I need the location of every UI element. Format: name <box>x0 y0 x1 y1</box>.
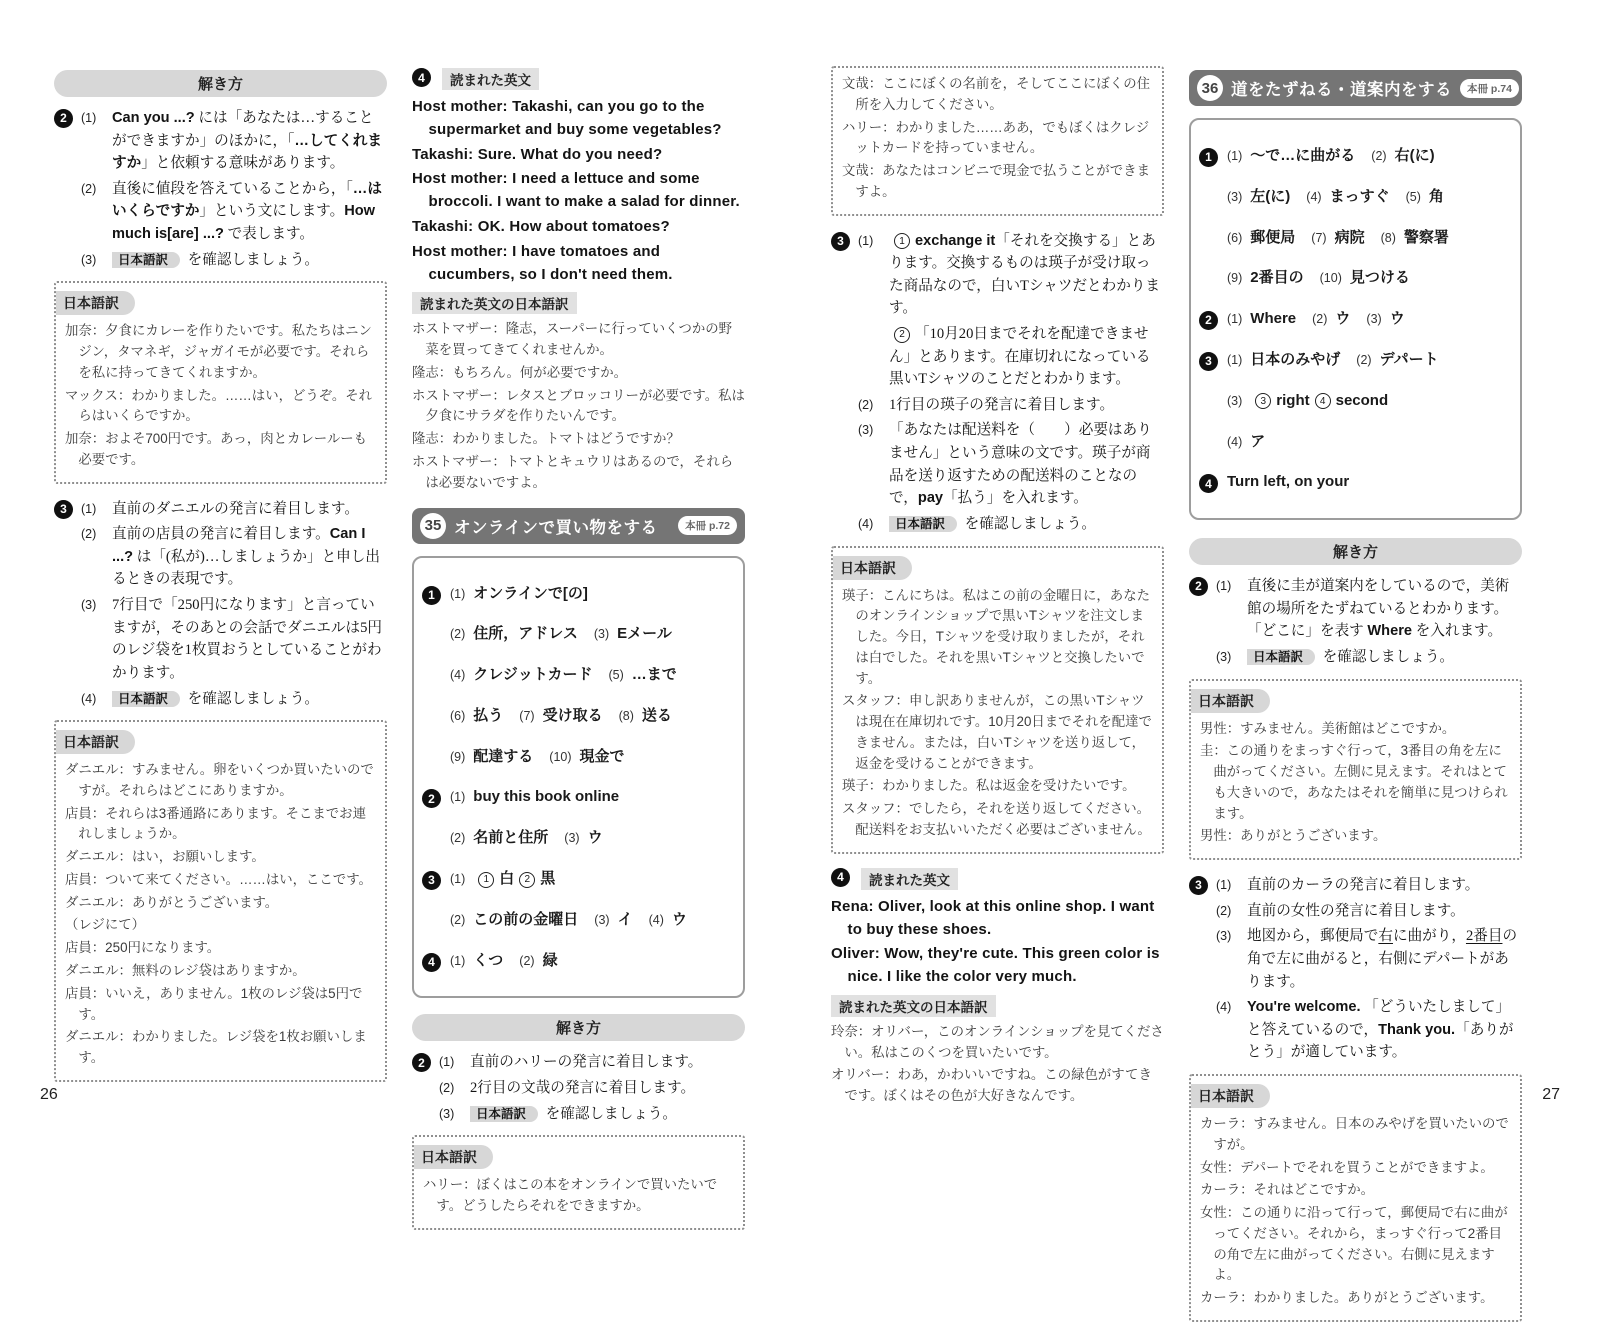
dialogue-line: ダニエル：無料のレジ袋はありますか。 <box>65 963 306 978</box>
translation-box-continued <box>831 66 1164 216</box>
solving-item-3 <box>1189 874 1522 1064</box>
sub-number: (3) <box>81 598 97 613</box>
item-bullet: 2 <box>1189 577 1208 596</box>
english-line: Rena: Oliver, look at this online shop. I want to buy these shoes. <box>831 897 1155 938</box>
translation-box <box>831 546 1164 854</box>
explanation-text: You're welcome. 「どういたしまして」と答えているので，Thank you.「ありがとう」が適しています。 <box>1247 999 1514 1061</box>
answer-row <box>422 866 735 892</box>
answer-text: (2) 住所，アドレス (3) Eメール <box>450 625 672 643</box>
dialogue-line: ホストマザー：レタスとブロッコリーが必要です。私は夕食にサラダを作りたいんです。 <box>412 387 745 424</box>
dialogue-line: カーラ：それはどこですか。 <box>1200 1182 1375 1198</box>
item-bullet: 3 <box>1189 876 1208 895</box>
item-bullet: 4 <box>422 953 441 972</box>
solving-header: 解き方 <box>54 70 387 97</box>
english-line: Takashi: OK. How about tomatoes? <box>412 217 670 235</box>
explanation-text: 地図から，郵便局で右に曲がり，2番目の角で左に曲がると，右側にデパートがあります。 <box>1247 928 1518 990</box>
english-line: Oliver: Wow, they're cute. This green color is nice. I like the color very much. <box>831 945 1160 986</box>
dialogue-line: ダニエル：すみません。卵をいくつか買いたいのですが。それらはどこにありますか。 <box>65 762 374 798</box>
dialogue-line: スタッフ：でしたら，それを送り返してください。配送料をお支払いいただく必要はございません。 <box>842 801 1151 837</box>
explanation-text: 1行目の瑛子の発言に着目します。 <box>889 396 1115 413</box>
translation-tag: 日本語訳 <box>414 1145 493 1169</box>
dialogue-line: 女性：この通りに沿って行って，郵便局で右に曲がってください。それから，まっすぐ行って2番目の角で左に曲がってください。右側に見えますよ。 <box>1200 1205 1508 1283</box>
sub-number: (2) <box>81 181 97 196</box>
answer-row <box>422 825 735 851</box>
dialogue-line: カーラ：すみません。日本のみやげを買いたいのですが。 <box>1200 1116 1509 1152</box>
explanation-row <box>1189 925 1522 993</box>
explanation-row <box>1189 575 1522 643</box>
answer-row <box>422 703 735 729</box>
answer-text: Turn left, on your <box>1227 473 1350 491</box>
answer-text: (1) Where (2) ウ (3) ウ <box>1227 310 1405 328</box>
explanation-row <box>412 1103 745 1126</box>
page-number-left: 26 <box>40 1086 58 1103</box>
item-bullet: 2 <box>1199 311 1218 330</box>
english-dialogue <box>831 896 1164 989</box>
explanation-row <box>831 513 1164 536</box>
dialogue-line: 加奈：夕食にカレーを作りたいです。私たちはニンジン，タマネギ，ジャガイモが必要です。それらを私に持ってきてくれますか。 <box>65 323 372 380</box>
section-number-badge: 36 <box>1197 75 1223 101</box>
answer-row <box>1199 184 1512 210</box>
section-36-header <box>1189 70 1522 106</box>
english-line: Takashi: Sure. What do you need? <box>412 145 663 163</box>
explanation-text: 2行目の文哉の発言に着目します。 <box>470 1080 696 1097</box>
explanation-text: 直後に圭が道案内をしているので，美術館の場所をたずねているとわかります。「どこに」を表す Where を入れます。 <box>1247 578 1510 640</box>
answer-row <box>1199 429 1512 455</box>
explanation-row <box>831 419 1164 509</box>
translation-box <box>1189 1074 1522 1322</box>
answer-row <box>422 948 735 974</box>
answer-text: (4) クレジットカード (5) …まで <box>450 666 677 684</box>
sub-number: (3) <box>858 423 874 438</box>
answer-text: (3) 左(に) (4) まっすぐ (5) 角 <box>1227 187 1444 205</box>
sub-number: (3) <box>1216 650 1232 664</box>
column-3 <box>831 66 1164 1336</box>
explanation-row <box>831 394 1164 417</box>
dialogue-line: ハリー：わかりました……ああ，でもぼくはクレジットカードを持っていません。 <box>842 119 1150 156</box>
column-2 <box>412 66 745 1336</box>
english-line: Host mother: I have tomatoes and cucumbers, so I don't need them. <box>412 242 673 283</box>
dialogue-line: 男性：すみません。美術館はどこですか。 <box>1200 720 1456 736</box>
textbook-ref-badge: 本冊 p.72 <box>678 516 737 535</box>
item-bullet: 4 <box>412 68 431 87</box>
dialogue-line: 店員：250円になります。 <box>65 940 221 956</box>
dialogue-line: スタッフ：申し訳ありませんが，この黒いTシャツは現在在庫切れです。10月20日までそれを配達できません。または，白いTシャツを送り返して，返金を受けることができます。 <box>842 693 1152 771</box>
item-bullet: 3 <box>54 500 73 519</box>
answer-text: (2) 名前と住所 (3) ウ <box>450 829 603 847</box>
explanation-row <box>1189 996 1522 1064</box>
solving-item-2 <box>412 1051 745 1125</box>
answer-row <box>422 621 735 647</box>
explanation-text: 2 「10月20日までそれを配達できません」とあります。在庫切れになっている黒いTシャツのことだとわかります。 <box>889 326 1151 388</box>
answer-row <box>422 662 735 688</box>
explanation-text: 日本語訳 を確認しましょう。 <box>112 252 319 268</box>
explanation-row <box>412 1051 745 1074</box>
solving-item-3 <box>54 498 387 710</box>
explanation-row <box>54 594 387 684</box>
dialogue-line: 隆志：わかりました。トマトはどうですか？ <box>412 431 680 447</box>
dialogue-line: ハリー：ぼくはこの本をオンラインで買いたいです。どうしたらそれをできますか。 <box>423 1177 718 1214</box>
dialogue-line: 店員：いいえ，ありません。1枚のレジ袋は5円です。 <box>65 985 363 1022</box>
explanation-text: 直前の店員の発言に着目します。Can I ...? は「(私が)…しましょうか」と申し出るときの表現です。 <box>112 526 380 588</box>
explanation-text: 日本語訳 を確認しましょう。 <box>1247 649 1454 665</box>
dialogue-line: （レジにて） <box>65 917 146 933</box>
dialogue-line: 文哉：ここにぼくの名前を，そしてここにぼくの住所を入力してください。 <box>842 76 1150 112</box>
explanation-row <box>831 230 1164 320</box>
dialogue-list <box>842 586 1153 841</box>
translation-lines <box>831 1022 1164 1107</box>
dialogue-line: ダニエル：はい，お願いします。 <box>65 849 265 865</box>
answer-text: (9) 2番目の (10) 見つける <box>1227 269 1410 287</box>
sub-number: (3) <box>439 1106 455 1121</box>
sub-number: (2) <box>858 397 874 412</box>
solving-header: 解き方 <box>1189 538 1522 565</box>
page-number-right: 27 <box>1542 1086 1560 1103</box>
item-bullet: 4 <box>1199 474 1218 493</box>
explanation-row <box>54 178 387 246</box>
dialogue-line: 圭：この通りをまっすぐ行って，3番目の角を左に曲がってください。左側に見えます。それはとても大きいので，あなたはそれを簡単に見つけられます。 <box>1200 743 1508 821</box>
item-bullet: 3 <box>831 232 850 251</box>
translation-box <box>54 720 387 1082</box>
explanation-row <box>1189 874 1522 897</box>
read-english-heading <box>831 868 1164 890</box>
translation-box <box>54 281 387 483</box>
explanation-text: 1 exchange it「それを交換する」とあります。交換するものは瑛子が受け取った商品なので，白いTシャツだとわかります。 <box>889 232 1161 317</box>
explanation-text: 直前のダニエルの発言に着目します。 <box>112 500 359 517</box>
explanation-row <box>831 323 1164 391</box>
sub-number: (2) <box>81 527 97 542</box>
read-english-label: 読まれた英文 <box>442 68 539 90</box>
english-line: Host mother: I need a lettuce and some broccoli. I want to make a salad for dinner. <box>412 170 740 211</box>
item-bullet: 1 <box>1199 148 1218 167</box>
explanation-text: 「あなたは配送料を（ ）必要はありません」という意味の文です。瑛子が商品を送り返すための配送料のことなので，pay「払う」を入れます。 <box>889 422 1152 507</box>
answer-text: (9) 配達する (10) 現金で <box>450 747 625 765</box>
answer-text: (1) 1 白 2 黒 <box>450 870 556 888</box>
column-1 <box>54 66 387 1336</box>
sub-number: (4) <box>858 516 874 531</box>
explanation-row <box>54 249 387 272</box>
answer-text: (1) くつ (2) 緑 <box>450 951 558 969</box>
explanation-row <box>54 107 387 175</box>
answer-text: (4) ア <box>1227 432 1266 450</box>
sub-number: (1) <box>439 1055 455 1070</box>
sub-number: (4) <box>1216 1000 1232 1015</box>
explanation-text: 7行目で「250円になります」と言っていますが，そのあとの会話でダニエルは5円のレジ袋を1枚買おうとしていることがわかります。 <box>112 597 382 681</box>
explanation-text: 日本語訳 を確認しましょう。 <box>889 516 1096 532</box>
dialogue-line: 男性：ありがとうございます。 <box>1200 828 1387 844</box>
answer-row <box>1199 388 1512 414</box>
dialogue-line: 文哉：あなたはコンビニで現金で払うことができますよ。 <box>842 163 1150 199</box>
translation-lines <box>412 319 745 493</box>
dialogue-list <box>1200 1114 1511 1309</box>
explanation-text: 日本語訳 を確認しましょう。 <box>112 691 319 707</box>
answer-row <box>1199 306 1512 332</box>
answer-text: (1) 日本のみやげ (2) デパート <box>1227 350 1439 368</box>
explanation-row <box>412 1077 745 1100</box>
dialogue-line: 瑛子：こんにちは。私はこの前の金曜日に，あなたのオンラインショップで黒いTシャツを注文しました。今日，Tシャツを受け取りましたが，それは白でした。それを黒いTシャツと交換したいです。 <box>842 587 1150 686</box>
section-number-badge: 35 <box>420 513 446 539</box>
answer-row <box>1199 347 1512 373</box>
answer-row <box>422 784 735 810</box>
sub-number: (1) <box>1216 579 1232 594</box>
read-english-trans-label: 読まれた英文の日本語訳 <box>412 292 577 314</box>
sub-number: (4) <box>81 691 97 706</box>
column-4 <box>1189 66 1522 1336</box>
explanation-row <box>54 523 387 591</box>
explanation-row <box>54 498 387 521</box>
section-title: オンラインで買い物をする <box>454 518 658 537</box>
dialogue-line: ダニエル：ありがとうございます。 <box>65 894 279 910</box>
section-35-header <box>412 508 745 544</box>
translation-tag: 日本語訳 <box>1191 1084 1270 1108</box>
english-line: Host mother: Takashi, can you go to the supermarket and buy some vegetables? <box>412 98 722 138</box>
dialogue-line: 店員：ついて来てください。……はい，ここです。 <box>65 871 372 887</box>
answer-text: (1) buy this book online <box>450 788 620 806</box>
explanation-row <box>1189 900 1522 923</box>
solving-item-3 <box>831 230 1164 536</box>
explanation-text: Can you ...? には「あなたは…することができますか」のほかに，「…してくれますか」と依頼する意味があります。 <box>112 110 382 172</box>
dialogue-line: 玲奈：オリバー，このオンラインショップを見てください。私はこのくつを買いたいです。 <box>831 1023 1164 1060</box>
item-bullet: 2 <box>412 1053 431 1072</box>
dialogue-line: オリバー：わあ，かわいいですね。この緑色がすてきです。ぼくはその色が大好きなんです。 <box>831 1067 1152 1104</box>
item-bullet: 3 <box>1199 352 1218 371</box>
translation-tag: 日本語訳 <box>833 556 912 580</box>
sub-number: (3) <box>81 252 97 267</box>
answer-row <box>1199 225 1512 251</box>
answer-text: (6) 郵便局 (7) 病院 (8) 警察署 <box>1227 228 1449 246</box>
answer-text: (2) この前の金曜日 (3) イ (4) ウ <box>450 910 687 928</box>
explanation-text: 直前の女性の発言に着目します。 <box>1247 902 1465 919</box>
answer-text: (6) 払う (7) 受け取る (8) 送る <box>450 706 672 724</box>
item-bullet: 1 <box>422 586 441 605</box>
answer-text: (3) 3 right 4 second <box>1227 391 1389 409</box>
translation-tag: 日本語訳 <box>1191 689 1270 713</box>
item-bullet: 4 <box>831 868 850 887</box>
translation-tag: 日本語訳 <box>56 291 135 315</box>
translation-box <box>412 1135 745 1230</box>
explanation-text: 日本語訳 を確認しましょう。 <box>470 1106 677 1122</box>
translation-tag: 日本語訳 <box>56 730 135 754</box>
explanation-row <box>54 688 387 711</box>
dialogue-line: 隆志：もちろん。何が必要ですか。 <box>412 364 628 380</box>
dialogue-list <box>423 1175 734 1217</box>
sub-number: (1) <box>858 233 874 248</box>
read-english-heading <box>412 68 745 90</box>
answer-row <box>422 907 735 933</box>
explanation-text: 直前のハリーの発言に着目します。 <box>470 1054 703 1071</box>
solving-header: 解き方 <box>412 1014 745 1041</box>
dialogue-list <box>842 74 1153 203</box>
dialogue-line: 店員：それらは3番通路にあります。そこまでお連れしましょうか。 <box>65 805 366 842</box>
answer-box-36 <box>1189 118 1522 520</box>
translation-box <box>1189 679 1522 861</box>
answer-row <box>422 744 735 770</box>
answer-box-35 <box>412 556 745 999</box>
sub-number: (1) <box>81 111 97 125</box>
english-dialogue <box>412 96 745 286</box>
answer-row <box>1199 469 1512 495</box>
dialogue-line: ダニエル：わかりました。レジ袋を1枚お願いします。 <box>65 1029 367 1066</box>
dialogue-line: 瑛子：わかりました。私は返金を受けたいです。 <box>842 778 1136 794</box>
dialogue-line: ホストマザー：隆志，スーパーに行っていくつかの野菜を買ってきてくれませんか。 <box>412 321 733 358</box>
read-english-label: 読まれた英文 <box>861 868 958 890</box>
dialogue-line: カーラ：わかりました。ありがとうございます。 <box>1200 1290 1494 1306</box>
sub-number: (3) <box>1216 929 1232 944</box>
explanation-row <box>1189 646 1522 669</box>
solving-item-2 <box>54 107 387 271</box>
read-english-trans-label: 読まれた英文の日本語訳 <box>831 995 996 1017</box>
answer-row <box>1199 265 1512 291</box>
dialogue-line: 加奈：およそ700円です。あっ，肉とカレールーも必要です。 <box>65 431 368 467</box>
solving-item-2 <box>1189 575 1522 668</box>
dialogue-line: マックス：わかりました。……はい，どうぞ。それらはいくらですか。 <box>65 387 373 424</box>
dialogue-list <box>1200 719 1511 848</box>
answer-text: (1) 〜で…に曲がる (2) 右(に) <box>1227 147 1435 164</box>
dialogue-line: 女性：デパートでそれを買うことができますよ。 <box>1200 1159 1494 1175</box>
answer-text: (1) オンラインで[の] <box>450 584 588 602</box>
section-title: 道をたずねる・道案内をする <box>1231 81 1452 99</box>
explanation-text: 直後に値段を答えていることから，「…はいくらですか」という文にします。How much is[are] ...? で表します。 <box>112 180 382 243</box>
dialogue-list <box>65 760 376 1069</box>
item-bullet: 3 <box>422 871 441 890</box>
sub-number: (2) <box>1216 903 1232 918</box>
explanation-text: 直前のカーラの発言に着目します。 <box>1247 877 1480 894</box>
item-bullet: 2 <box>422 789 441 808</box>
answer-row <box>422 581 735 607</box>
dialogue-list <box>65 321 376 470</box>
sub-number: (1) <box>81 501 97 516</box>
sub-number: (2) <box>439 1081 455 1096</box>
sub-number: (1) <box>1216 878 1232 893</box>
textbook-ref-badge: 本冊 p.74 <box>1460 79 1519 98</box>
dialogue-line: ホストマザー：トマトとキュウリはあるので，それらは必要ないですよ。 <box>412 453 734 490</box>
answer-row <box>1199 143 1512 169</box>
item-bullet: 2 <box>54 109 73 128</box>
